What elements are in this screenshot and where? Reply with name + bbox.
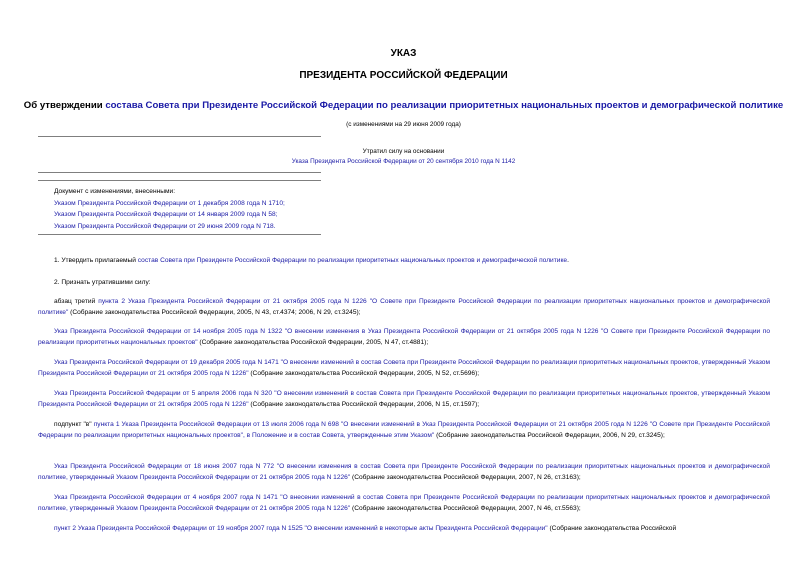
- act-link[interactable]: Указ Президента Российской Федерации от 5 апреля 2006 года N 320 "О внесении изменений в состав Совета при Президенте Российской Федерации по реализации приоритетных национальных проектов, утвержденный Указом Президента Российской Федерации от 21 октября 2005 года N 1226": [38, 390, 770, 408]
- paragraph-2: 2. Признать утратившими силу:: [54, 279, 151, 286]
- changes-heading: Документ с изменениями, внесенными:: [54, 188, 176, 195]
- text: (Собрание законодательства Российской Федерации, 2007, N 26, ст.3163);: [350, 473, 581, 481]
- paragraph-5: [38, 358, 770, 379]
- paragraph-7: [38, 420, 770, 441]
- lapsed-link[interactable]: Указа Президента Российской Федерации от 20 сентября 2010 года N 1142: [291, 158, 516, 165]
- paragraph-1: [38, 256, 770, 267]
- act-link[interactable]: пункта 1 Указа Президента Российской Федерации от 13 июля 2006 года N 698 "О внесении изменений в Указ Президента Российской Федерации от 21 октября 2005 года N 1226 "О Совете при Президенте Российской Федерации по реализации приоритетных национальных проектов", в Положение и в состав Совета, утвержденные этим Указом": [38, 421, 770, 439]
- text: (Собрание законодательства Российской Федерации, 2007, N 46, ст.5563);: [350, 504, 581, 512]
- text: (Собрание законодательства Российской Федерации, 2005, N 52, ст.5696);: [248, 369, 480, 377]
- changes-block: [54, 186, 285, 232]
- composition-link[interactable]: состав Совета при Президенте Российской Федерации по реализации приоритетных национальных проектов и демографической политике: [137, 257, 568, 264]
- text: (Собрание законодательства Российской: [547, 525, 677, 532]
- text: 1. Утвердить прилагаемый: [54, 257, 138, 264]
- divider: [38, 172, 321, 173]
- act-link[interactable]: пункт 2 Указа Президента Российской Федерации от 19 ноября 2007 года N 1525 "О внесении изменений в некоторые акты Президента Российской Федерации": [54, 525, 548, 532]
- act-link[interactable]: пункта 2 Указа Президента Российской Федерации от 21 октября 2005 года N 1226 "О Совете при Президенте Российской Федерации по реализации приоритетных национальных проектов и демографической политике": [38, 298, 770, 316]
- text: абзац третий: [54, 298, 99, 305]
- text: (Собрание законодательства Российской Федерации, 2006, N 29, ст.3245);: [434, 431, 665, 439]
- title-prefix: Об утверждении: [23, 100, 106, 111]
- paragraph-8: [38, 462, 770, 483]
- text: (Собрание законодательства Российской Федерации, 2005, N 43, ст.4374; 2006, N 29, ст.3245);: [68, 308, 361, 316]
- paragraph-6: [38, 389, 770, 410]
- paragraph-9: [38, 493, 770, 514]
- text: .: [567, 257, 569, 264]
- decree-type-heading: УКАЗ: [390, 48, 417, 59]
- act-link[interactable]: Указ Президента Российской Федерации от 18 июня 2007 года N 772 "О внесении изменения в состав Совета при Президенте Российской Федерации по реализации приоритетных национальных проектов и демографической политике, утвержденный Указом Президента Российской Федерации от 21 октября 2005 года N 1226": [38, 463, 770, 481]
- change-link[interactable]: Указом Президента Российской Федерации от 14 января 2009 года N 58;: [54, 211, 278, 218]
- divider: [38, 234, 321, 235]
- divider: [38, 136, 321, 137]
- act-link[interactable]: Указ Президента Российской Федерации от 4 ноября 2007 года N 1471 "О внесении изменений в состав Совета при Президенте Российской Федерации по реализации приоритетных национальных проектов и демографической политике, утвержденный Указом Президента Российской Федерации от 21 октября 2005 года N 1226": [38, 494, 770, 512]
- act-link[interactable]: Указ Президента Российской Федерации от 14 ноября 2005 года N 1322 "О внесении изменения в Указ Президента Российской Федерации от 21 октября 2005 года N 1226 "О Совете при Президенте Российской Федерации по реализации приоритетных национальных проектов": [38, 328, 770, 346]
- title-link[interactable]: состава Совета при Президенте Российской Федерации по реализации приоритетных национальных проектов и демографической политике: [105, 100, 784, 111]
- lapsed-notice: Утратил силу на основании: [362, 148, 445, 155]
- amendment-date: (с изменениями на 29 июня 2009 года): [346, 121, 461, 128]
- paragraph-4: [38, 327, 770, 348]
- text: (Собрание законодательства Российской Федерации, 2006, N 15, ст.1597);: [248, 400, 480, 408]
- divider: [38, 180, 321, 181]
- change-link[interactable]: Указом Президента Российской Федерации от 1 декабря 2008 года N 1710;: [54, 199, 285, 207]
- issuer-heading: ПРЕЗИДЕНТА РОССИЙСКОЙ ФЕДЕРАЦИИ: [299, 70, 508, 81]
- paragraph-10: [38, 524, 770, 535]
- text: (Собрание законодательства Российской Федерации, 2005, N 47, ст.4881);: [197, 338, 429, 346]
- text: подпункт "в": [54, 421, 94, 428]
- act-link[interactable]: Указ Президента Российской Федерации от 19 декабря 2005 года N 1471 "О внесении изменений в состав Совета при Президенте Российской Федерации по реализации приоритетных национальных проектов, утвержденный Указом Президента Российской Федерации от 21 октября 2005 года N 1226": [38, 359, 770, 377]
- change-link[interactable]: Указом Президента Российской Федерации от 29 июня 2009 года N 718.: [54, 222, 276, 230]
- paragraph-3: [38, 297, 770, 318]
- document-title: [0, 100, 807, 111]
